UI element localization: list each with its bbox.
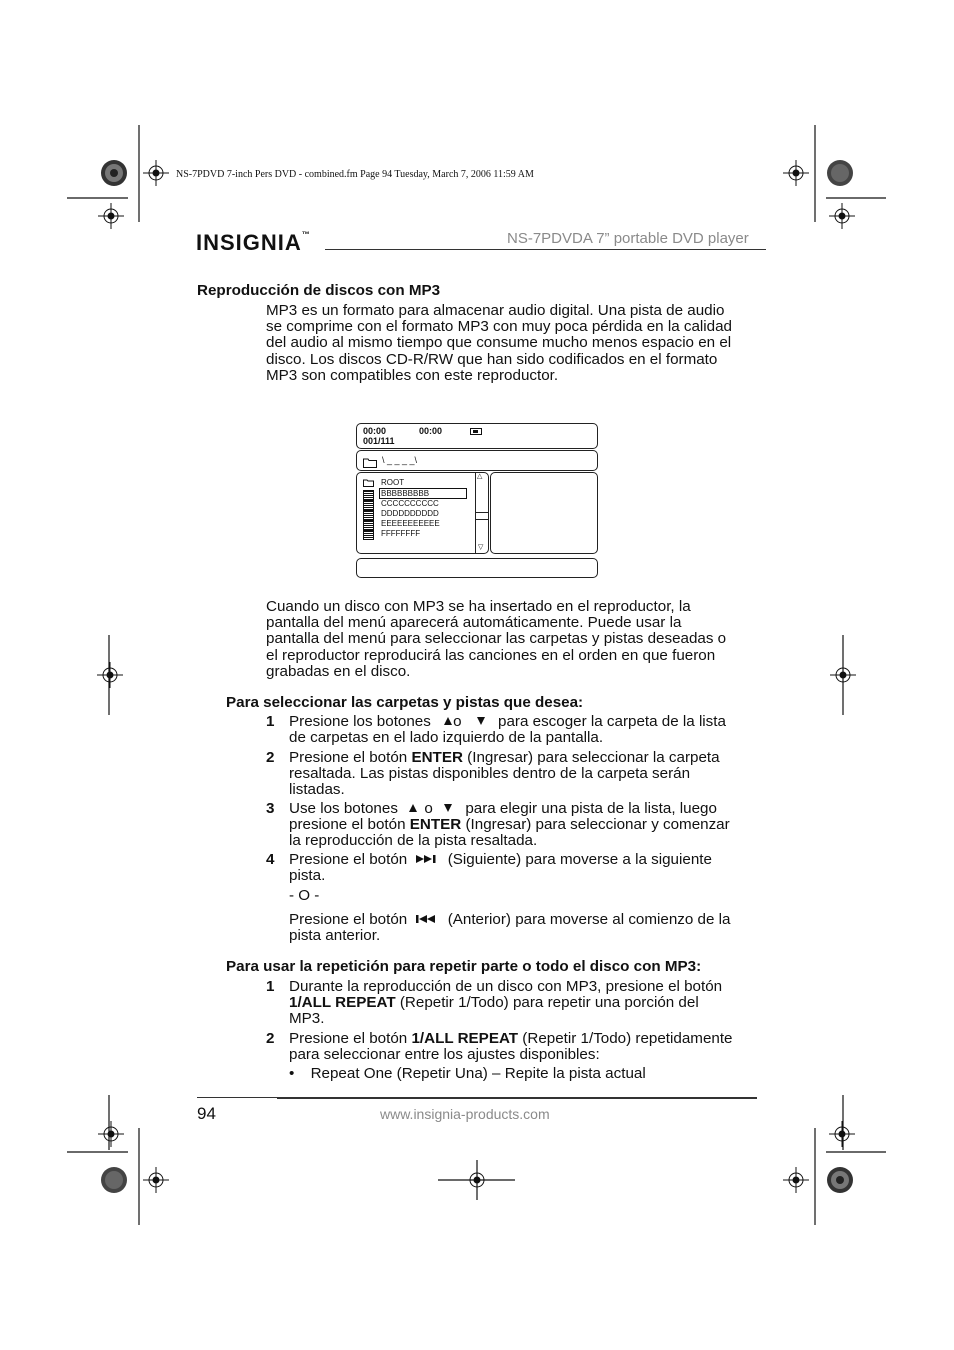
- bullet-item: [289, 1066, 646, 1082]
- step-text: resaltada. Las pistas disponibles dentro de la carpeta serán: [289, 765, 691, 782]
- step-text: Durante la reproducción de un disco con MP3, presione el botón: [289, 978, 723, 995]
- step-text: (Siguiente) para moverse a la siguiente: [447, 851, 712, 869]
- down-arrow-icon: [443, 801, 453, 817]
- paragraph-line: Cuando un disco con MP3 se ha insertado en el reproductor, la: [266, 598, 691, 615]
- step-4-line-1: [289, 852, 712, 868]
- step-text: (Anterior) para moverse al comienzo de la: [447, 911, 731, 929]
- intro-line: se comprime con el formato MP3 con muy poca pérdida en la calidad: [266, 318, 732, 336]
- previous-track-icon: [415, 912, 439, 928]
- print-info-line: NS-7PDVD 7-inch Pers DVD - combined.fm Page 94 Tuesday, March 7, 2006 11:59 AM: [176, 169, 534, 180]
- list-item-label: BBBBBBBBB: [381, 489, 430, 498]
- footer-rule-right: [277, 1097, 757, 1099]
- step-text: de carpetas en el lado izquierdo de la pantalla.: [289, 729, 604, 746]
- step-text: Presione el botón: [289, 911, 408, 929]
- subheading-select: Para seleccionar las carpetas y pistas que desea:: [226, 694, 584, 711]
- list-item-label: FFFFFFFF: [381, 529, 421, 538]
- trademark-mark: ™: [301, 230, 311, 239]
- step-text: Use los botones: [289, 800, 398, 818]
- step-text: para seleccionar entre los ajustes disponibles:: [289, 1046, 600, 1063]
- step-text: (Repetir 1/Todo) para repetir una porción del: [399, 994, 699, 1011]
- time-total: 00:00: [419, 426, 443, 436]
- step-text: o: [453, 713, 462, 731]
- up-arrow-icon: [443, 714, 453, 730]
- step-text: o: [424, 800, 433, 818]
- next-track-icon: [415, 852, 439, 868]
- paragraph-line: el reproductor reproducirá las canciones en el orden en que fueron: [266, 646, 716, 664]
- screen-status-bar: [356, 423, 598, 449]
- screen-preview-pane: [490, 472, 598, 554]
- step-text: Presione el botón: [289, 749, 408, 766]
- enter-button-label: ENTER: [411, 749, 463, 766]
- step-text: MP3.: [289, 1010, 325, 1027]
- up-arrow-icon: [408, 801, 418, 817]
- step-2-line-1: [289, 750, 720, 766]
- step-text: presione el botón: [289, 816, 406, 833]
- bullet-mark: •: [289, 1065, 295, 1082]
- step-text: pista anterior.: [289, 927, 381, 944]
- paragraph-line: pantalla del menú para seleccionar las carpetas y pistas deseadas o: [266, 630, 727, 648]
- step-text: Presione los botones: [289, 713, 431, 731]
- step-number: 2: [266, 1030, 275, 1047]
- section-title: Reproducción de discos con MP3: [197, 282, 441, 299]
- intro-line: del audio al mismo tiempo que consume mucho menos espacio en el: [266, 334, 732, 352]
- list-item-label: CCCCCCCCCC: [381, 499, 439, 508]
- step-4-line-4: [289, 912, 730, 928]
- repeat-step-2-line-1: [289, 1031, 733, 1047]
- mp3-file-icon: [363, 490, 374, 500]
- folder-icon: [363, 455, 377, 473]
- product-name: NS-7PDVDA 7” portable DVD player: [507, 230, 749, 247]
- scroll-thumb: [476, 512, 488, 520]
- intro-line: MP3 es un formato para almacenar audio digital. Una pista de audio: [266, 302, 725, 319]
- repeat-button-label: 1/ALL REPEAT: [411, 1030, 519, 1047]
- screen-path-bar: [356, 450, 598, 471]
- intro-line: MP3 son compatibles con este reproductor.: [266, 366, 559, 384]
- step-text: Presione el botón: [289, 1030, 408, 1047]
- list-item-label: EEEEEEEEEEE: [381, 519, 440, 528]
- step-number: 4: [266, 851, 275, 868]
- battery-icon: [470, 428, 482, 435]
- menu-paragraph: [266, 599, 726, 680]
- paragraph-line: pantalla del menú aparecerá automáticamente. Puede usar la: [266, 614, 682, 632]
- step-number: 2: [266, 749, 275, 766]
- step-text: (Repetir 1/Todo) repetidamente: [522, 1030, 733, 1047]
- intro-paragraph: [266, 303, 732, 384]
- step-text: listadas.: [289, 781, 345, 798]
- mp3-file-icon: [363, 500, 374, 510]
- folder-icon: [363, 479, 374, 487]
- time-elapsed: 00:00: [363, 426, 387, 436]
- step-number: 1: [266, 978, 275, 995]
- screen-info-bar: [356, 558, 598, 578]
- step-text: pista.: [289, 867, 326, 884]
- step-text: (Ingresar) para seleccionar la carpeta: [467, 749, 720, 766]
- intro-line: disco. Los discos CD-R/RW que han sido codificados en el formato: [266, 350, 718, 368]
- or-separator: - O -: [289, 887, 320, 904]
- header-rule: [325, 249, 766, 250]
- screen-file-list: [356, 472, 489, 554]
- repeat-step-1-line-2: [289, 995, 699, 1011]
- step-1-line-1: [289, 714, 726, 730]
- step-number: 3: [266, 800, 275, 817]
- paragraph-line: grabadas en el disco.: [266, 662, 411, 680]
- step-3-line-2: [289, 817, 730, 833]
- brand-logo-text: INSIGNIA: [196, 230, 302, 255]
- mp3-file-icon: [363, 510, 374, 520]
- bullet-text: Repeat One (Repetir Una) – Repite la pista actual: [310, 1065, 646, 1082]
- folder-path: \ _ _ _ _\: [382, 455, 418, 465]
- scroll-down-arrow: ▽: [478, 544, 484, 551]
- list-item-label: ROOT: [381, 478, 405, 487]
- list-item-label: DDDDDDDDDD: [381, 509, 439, 518]
- repeat-button-label: 1/ALL REPEAT: [289, 994, 396, 1011]
- footer-url: www.insignia-products.com: [380, 1106, 550, 1122]
- step-text: Presione el botón: [289, 851, 408, 869]
- track-count: 001/111: [363, 436, 395, 446]
- mp3-file-icon: [363, 530, 374, 540]
- step-text: la reproducción de la pista resaltada.: [289, 832, 538, 849]
- step-text: (Ingresar) para seleccionar y comenzar: [465, 816, 730, 833]
- step-number: 1: [266, 713, 275, 730]
- mp3-file-icon: [363, 520, 374, 530]
- footer-rule-left: [197, 1097, 277, 1098]
- step-text: para elegir una pista de la lista, luego: [465, 800, 717, 818]
- step-3-line-1: [289, 801, 717, 817]
- step-text: para escoger la carpeta de la lista: [498, 713, 726, 731]
- enter-button-label: ENTER: [409, 816, 462, 833]
- brand-logo: [196, 230, 311, 256]
- down-arrow-icon: [476, 714, 486, 730]
- scroll-up-arrow: △: [477, 473, 483, 480]
- page-number: 94: [197, 1104, 216, 1123]
- subheading-repeat: Para usar la repetición para repetir parte o todo el disco con MP3:: [226, 958, 702, 975]
